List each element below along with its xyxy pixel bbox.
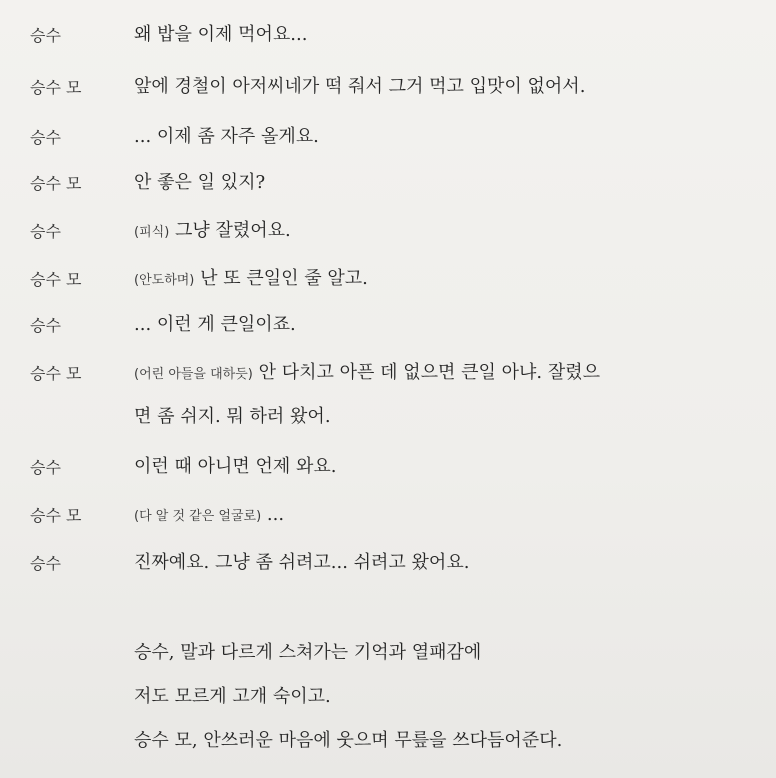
action-line: 승수 모, 안쓰러운 마음에 웃으며 무릎을 쓰다듬어준다. — [134, 730, 563, 751]
dialogue-line — [0, 78, 776, 118]
speaker-name: 승수 — [30, 316, 61, 335]
dialogue-text — [134, 454, 337, 480]
dialogue-line — [0, 26, 776, 66]
dialogue-line — [0, 128, 776, 168]
speaker-name: 승수 — [30, 458, 61, 477]
dialogue-speech: 안 다치고 아픈 데 없으면 큰일 아냐. 잘렸으 — [258, 362, 600, 383]
speaker-name: 승수 모 — [30, 78, 82, 97]
dialogue-line — [0, 174, 776, 214]
dialogue-line — [0, 554, 776, 594]
dialogue-continuation: 면 좀 쉬지. 뭐 하러 왔어. — [134, 406, 331, 427]
dialogue-text — [134, 124, 319, 150]
dialogue-text — [134, 360, 600, 388]
stage-direction: (어린 아들을 대하듯) — [134, 367, 253, 382]
dialogue-speech: 그냥 잘렸어요. — [175, 220, 291, 241]
dialogue-text — [134, 170, 265, 196]
speaker-name: 승수 모 — [30, 270, 82, 289]
speaker-name: 승수 — [30, 222, 61, 241]
action-line: 저도 모르게 고개 숙이고. — [134, 686, 331, 707]
dialogue-speech: 왜 밥을 이제 먹어요... — [134, 24, 308, 45]
dialogue-speech: 앞에 경철이 아저씨네가 떡 줘서 그거 먹고 입맛이 없어서. — [134, 76, 586, 97]
dialogue-line — [0, 458, 776, 498]
dialogue-text — [134, 312, 296, 338]
dialogue-speech: 안 좋은 일 있지? — [134, 172, 266, 193]
dialogue-line — [0, 506, 776, 546]
speaker-name: 승수 — [30, 128, 61, 147]
speaker-name: 승수 모 — [30, 364, 82, 383]
dialogue-speech: ... 이런 게 큰일이죠. — [134, 314, 296, 335]
dialogue-speech: 이런 때 아니면 언제 와요. — [134, 456, 337, 477]
dialogue-text — [134, 550, 469, 576]
dialogue-text — [134, 218, 291, 246]
dialogue-text — [134, 22, 307, 48]
dialogue-text — [134, 502, 284, 530]
dialogue-speech: 난 또 큰일인 줄 알고. — [200, 268, 368, 289]
dialogue-line — [0, 270, 776, 310]
speaker-name: 승수 — [30, 554, 61, 573]
action-line: 승수, 말과 다르게 스쳐가는 기억과 열패감에 — [134, 642, 482, 663]
dialogue-text — [134, 74, 585, 100]
stage-direction: (다 알 것 같은 얼굴로) — [134, 509, 262, 524]
stage-direction: (안도하며) — [134, 273, 195, 288]
dialogue-line — [0, 316, 776, 356]
dialogue-speech: ... 이제 좀 자주 올게요. — [134, 126, 319, 147]
dialogue-speech: ... — [266, 504, 285, 525]
dialogue-speech: 진짜예요. 그냥 좀 쉬려고... 쉬려고 왔어요. — [134, 552, 470, 573]
speaker-name: 승수 모 — [30, 506, 82, 525]
speaker-name: 승수 모 — [30, 174, 82, 193]
dialogue-line — [0, 222, 776, 262]
dialogue-line — [0, 364, 776, 404]
speaker-name: 승수 — [30, 26, 61, 45]
stage-direction: (피식) — [134, 225, 170, 240]
dialogue-text — [134, 266, 368, 294]
